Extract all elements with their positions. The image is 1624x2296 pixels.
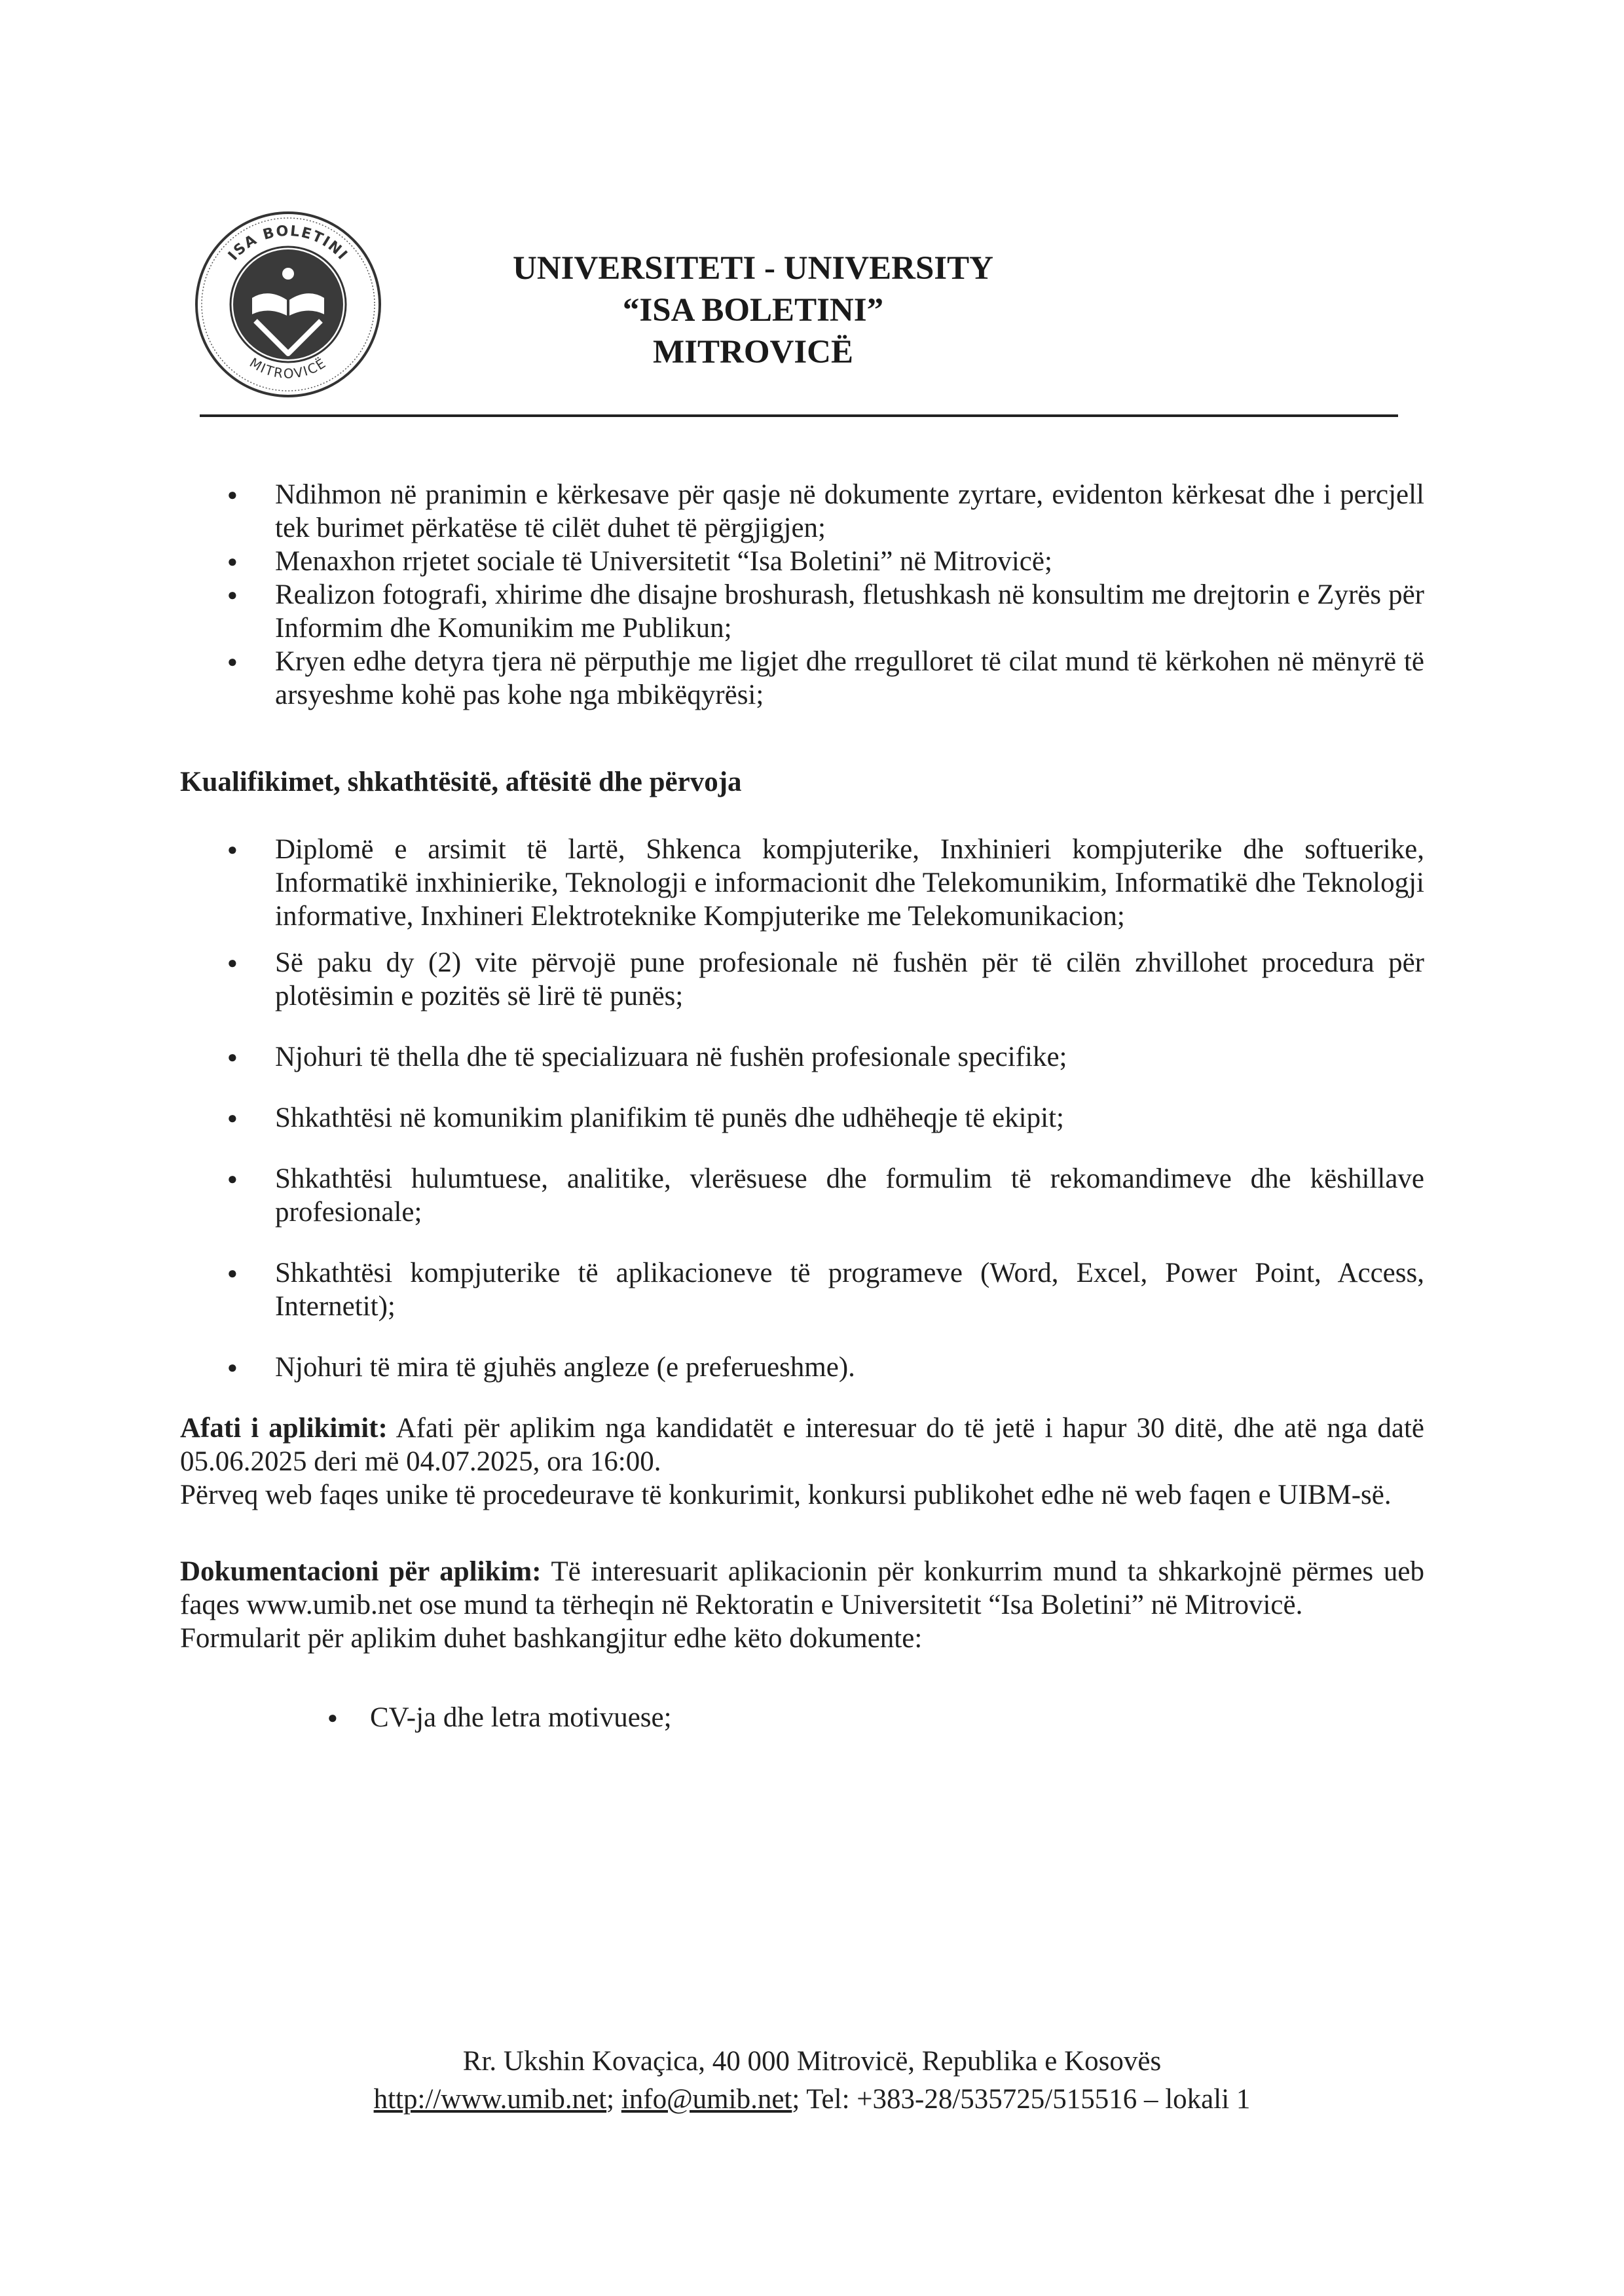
list-item: ● Diplomë e arsimit të lartë, Shkenca kompjuterike, Inxhinieri kompjuterike dhe softuerike, Informatikë inxhinierike, Teknologji e informacionit dhe Telekomunikim, Informatikë dhe Teknologji informative, Inxhineri Elektroteknike Kompjuterike me Telekomunikacion; — [180, 833, 1424, 933]
seal-text: MITROVICË — [247, 354, 329, 382]
list-item: ● Realizon fotografi, xhirime dhe disajne broshurash, fletushkash në konsultim me drejtorin e Zyrës për Informim dhe Komunikim me Publikun; — [180, 578, 1424, 645]
university-seal-logo — [190, 190, 386, 426]
footer-phone: ; Tel: +383-28/535725/515516 – lokali 1 — [792, 2084, 1251, 2115]
header-line: MITROVICË — [652, 334, 854, 371]
deadline-label: Afati i aplikimit: — [180, 1413, 388, 1444]
documentation-label: Dokumentacioni për aplikim: — [180, 1556, 542, 1587]
documentation-text: Të interesuarit aplikacionin për konkurrim mund ta shkarkojnë përmes ueb faqes www.umib.net ose mund ta tërheqin në Rektoratin e Universitetit “Isa Boletini” në Mitrovicë. — [180, 1556, 1424, 1620]
list-item: ● Njohuri të mira të gjuhës angleze (e preferueshme). — [180, 1351, 1424, 1384]
list-item: ● CV-ja dhe letra motivuese; — [180, 1701, 1424, 1734]
document-body — [180, 478, 1424, 1734]
footer-contact — [196, 2081, 1428, 2119]
email-link[interactable]: info@umib.net — [621, 2084, 792, 2115]
deadline-extra: Përveq web faqes unike të procedeurave të konkurimit, konkursi publikohet edhe në web faqen e UIBM-së. — [180, 1480, 1392, 1510]
header-divider — [200, 414, 1398, 417]
page-footer — [196, 2043, 1428, 2119]
header-line: “ISA BOLETINI” — [622, 292, 884, 329]
list-item: ● Kryen edhe detyra tjera në përputhje me ligjet dhe rregulloret të cilat mund të kërkohen në mënyrë të arsyeshme kohë pas kohe nga mbikëqyrësi; — [180, 645, 1424, 712]
duties-list — [180, 478, 1424, 712]
documents-list — [180, 1701, 1424, 1734]
deadline-text: Afati për aplikim nga kandidatët e interesuar do të jetë i hapur 30 ditë, dhe atë nga datë 05.06.2025 deri më 04.07.2025, ora 16:00. — [180, 1413, 1424, 1477]
footer-separator: ; — [606, 2084, 621, 2115]
list-item: ● Ndihmon në pranimin e kërkesave për qasje në dokumente zyrtare, evidenton kërkesat dhe i percjell tek burimet përkatëse të cilët duhet të përgjigjen; — [180, 478, 1424, 545]
header-line: UNIVERSITETI - UNIVERSITY — [512, 250, 994, 287]
footer-address: Rr. Ukshin Kovaçica, 40 000 Mitrovicë, Republika e Kosovës — [462, 2046, 1162, 2077]
document-header — [426, 247, 1080, 373]
documentation-extra: Formularit për aplikim duhet bashkangjitur edhe këto dokumente: — [180, 1623, 923, 1654]
section-heading: Kualifikimet, shkathtësitë, aftësitë dhe përvoja — [180, 767, 742, 797]
deadline-paragraph — [180, 1412, 1424, 1478]
website-link[interactable]: http://www.umib.net — [373, 2084, 607, 2115]
list-item: ● Shkathtësi në komunikim planifikim të punës dhe udhëheqje të ekipit; — [180, 1101, 1424, 1135]
list-item: ● Njohuri të thella dhe të specializuara në fushën profesionale specifike; — [180, 1040, 1424, 1074]
list-item: ● Shkathtësi hulumtuese, analitike, vlerësuese dhe formulim të rekomandimeve dhe këshillave profesionale; — [180, 1162, 1424, 1229]
documentation-paragraph — [180, 1555, 1424, 1622]
qualifications-list — [180, 833, 1424, 1384]
list-item: ● Menaxhon rrjetet sociale të Universitetit “Isa Boletini” në Mitrovicë; — [180, 545, 1424, 578]
list-item: ● Së paku dy (2) vite përvojë pune profesionale në fushën për të cilën zhvillohet procedura për plotësimin e pozitës së lirë të punës; — [180, 946, 1424, 1013]
seal-text: ISA BOLETINI — [225, 223, 352, 264]
list-item: ● Shkathtësi kompjuterike të aplikacioneve të programeve (Word, Excel, Power Point, Access, Internetit); — [180, 1256, 1424, 1323]
